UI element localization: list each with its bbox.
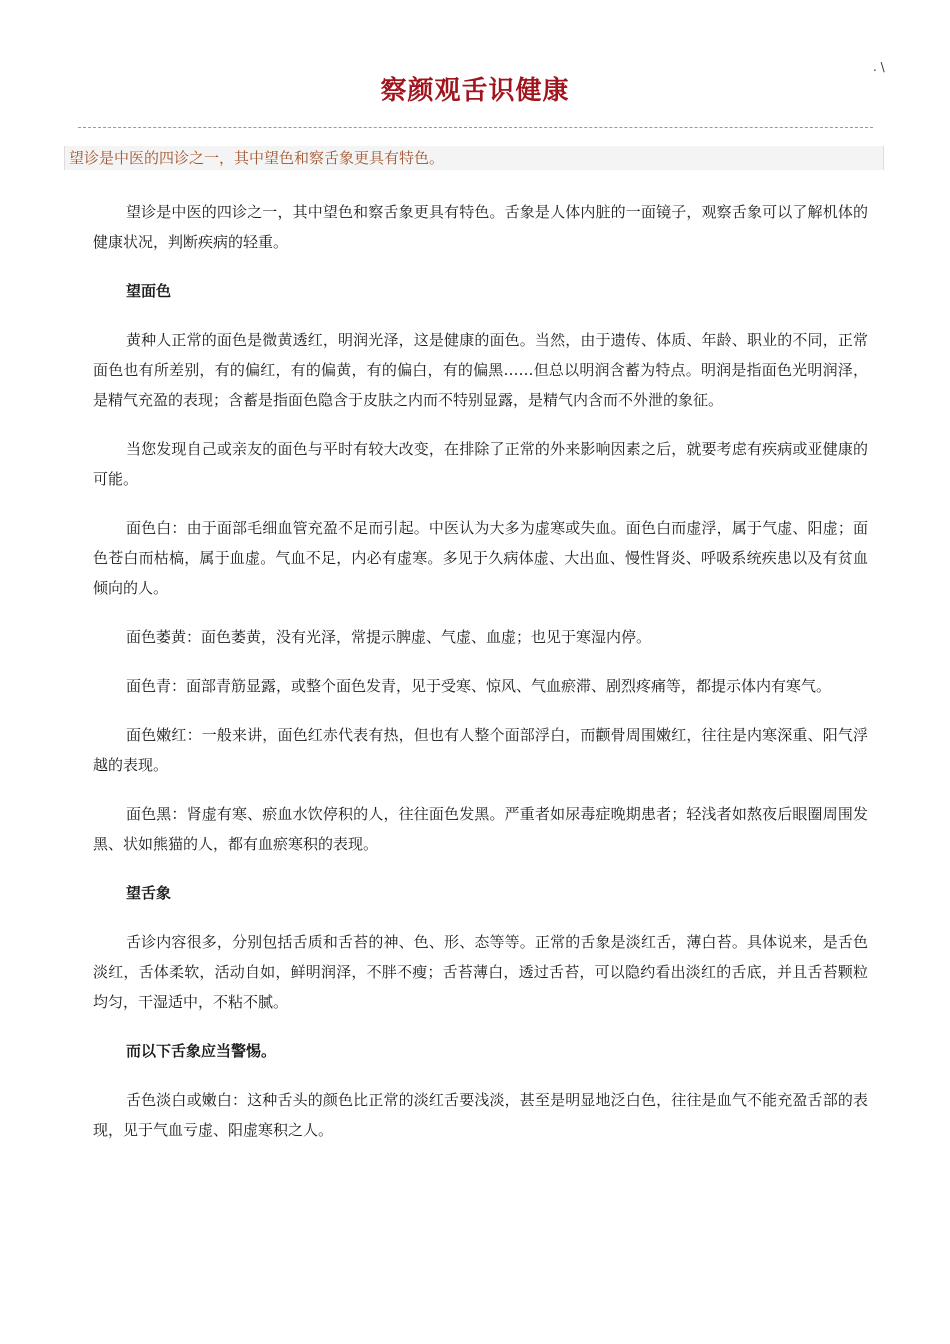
title-divider (78, 127, 873, 128)
paragraph-face-sallow: 面色萎黄：面色萎黄，没有光泽，常提示脾虚、气虚、血虚；也见于寒湿内停。 (126, 628, 652, 646)
paragraph-normal-face-color: 黄种人正常的面色是微黄透红，明润光泽，这是健康的面色。当然，由于遗传、体质、年龄、职业的不同，正常面色也有所差别，有的偏红，有的偏黄，有的偏白，有的偏黑……但总以明润含蓄为特点。明润是指面色光明润泽，是精气充盈的表现；含蓄是指面色隐含于皮肤之内而不特别显露，是精气内含而不外泄的象征。 (93, 331, 868, 409)
paragraph-tongue-pale: 舌色淡白或嫩白：这种舌头的颜色比正常的淡红舌要浅淡，甚至是明显地泛白色，往往是血气不能充盈舌部的表现，见于气血亏虚、阳虚寒积之人。 (93, 1091, 868, 1139)
paragraph-face-pink: 面色嫩红：一般来讲，面色红赤代表有热，但也有人整个面部浮白，而颧骨周围嫩红，往往是内寒深重、阳气浮越的表现。 (93, 726, 868, 774)
section-heading-tongue: 望舌象 (126, 884, 172, 902)
summary-box (64, 146, 884, 170)
section-heading-face-color: 望面色 (126, 282, 172, 300)
summary-text: 望诊是中医的四诊之一，其中望色和察舌象更具有特色。 (69, 149, 445, 167)
paragraph-tongue-normal: 舌诊内容很多，分别包括舌质和舌苔的神、色、形、态等等。正常的舌象是淡红舌，薄白苔。具体说来，是舌色淡红，舌体柔软，活动自如，鲜明润泽，不胖不瘦；舌苔薄白，透过舌苔，可以隐约看出淡红的舌底，并且舌苔颗粒均匀，干湿适中，不粘不腻。 (93, 933, 868, 1011)
paragraph-face-black: 面色黑：肾虚有寒、瘀血水饮停积的人，往往面色发黑。严重者如尿毒症晚期患者；轻浅者如熬夜后眼圈周围发黑、状如熊猫的人，都有血瘀寒积的表现。 (93, 805, 868, 853)
article-body (93, 197, 868, 1164)
paragraph-intro: 望诊是中医的四诊之一，其中望色和察舌象更具有特色。舌象是人体内脏的一面镜子，观察舌象可以了解机体的健康状况，判断疾病的轻重。 (93, 203, 868, 251)
paragraph-face-white: 面色白：由于面部毛细血管充盈不足而引起。中医认为大多为虚寒或失血。面色白而虚浮，属于气虚、阳虚；面色苍白而枯槁，属于血虚。气血不足，内必有虚寒。多见于久病体虚、大出血、慢性肾炎、呼吸系统疾患以及有贫血倾向的人。 (93, 519, 868, 597)
corner-mark: . \ (873, 60, 885, 74)
section-heading-tongue-warning: 而以下舌象应当警惕。 (126, 1042, 277, 1060)
page-title: 察颜观舌识健康 (380, 76, 570, 106)
paragraph-face-blue: 面色青：面部青筋显露，或整个面色发青，见于受寒、惊风、气血瘀滞、剧烈疼痛等，都提示体内有寒气。 (126, 677, 832, 695)
paragraph-face-change: 当您发现自己或亲友的面色与平时有较大改变，在排除了正常的外来影响因素之后，就要考虑有疾病或亚健康的可能。 (93, 440, 868, 488)
